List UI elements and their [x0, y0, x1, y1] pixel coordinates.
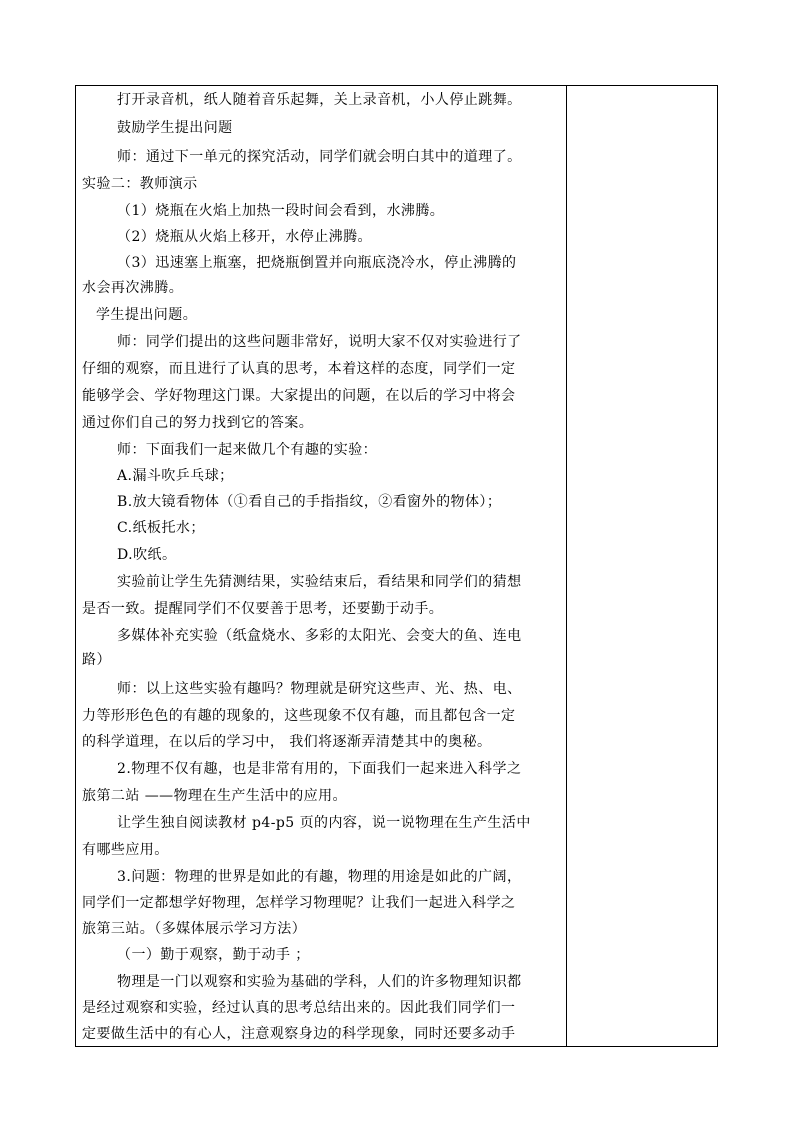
text-line: 鼓励学生提出问题	[117, 120, 233, 136]
text-line: 水会再次沸腾。	[82, 280, 184, 296]
notes-cell	[567, 86, 718, 1046]
lesson-content-cell	[82, 86, 562, 1046]
text-line: 的科学道理，在以后的学习中， 我们将逐渐弄清楚其中的奥秘。	[82, 734, 492, 750]
text-line: 有哪些应用。	[82, 842, 169, 858]
text-line: 是经过观察和实验，经过认真的思考总结出来的。因此我们同学们一	[82, 1000, 516, 1016]
text-line: 能够学会、学好物理这门课。大家提出的问题，在以后的学习中将会	[82, 388, 516, 404]
text-line: （1）烧瓶在火焰上加热一段时间会看到，水沸腾。	[117, 203, 445, 219]
text-line: 仔细的观察，而且进行了认真的思考，本着这样的态度，同学们一定	[82, 361, 516, 377]
text-line: （一）勤于观察，勤于动手 ；	[117, 947, 310, 963]
text-line: 学生提出问题。	[96, 307, 198, 323]
text-line: 力等形形色色的有趣的现象的，这些现象不仅有趣，而且都包含一定	[82, 708, 516, 724]
text-line: 定要做生活中的有心人，注意观察身边的科学现象，同时还要多动手	[82, 1026, 516, 1042]
text-line: 师：通过下一单元的探究活动，同学们就会明白其中的道理了。	[117, 149, 522, 165]
text-line: B.放大镜看物体（①看自己的手指指纹，②看窗外的物体）；	[117, 494, 502, 510]
text-line: 师：下面我们一起来做几个有趣的实验：	[117, 442, 378, 458]
text-line: 通过你们自己的努力找到它的答案。	[82, 415, 314, 431]
text-line: 打开录音机，纸人随着音乐起舞，关上录音机，小人停止跳舞。	[117, 92, 522, 108]
text-line: 实验前让学生先猜测结果，实验结束后，看结果和同学们的猜想	[117, 574, 522, 590]
text-line: 同学们一定都想学好物理，怎样学习物理呢？让我们一起进入科学之	[82, 895, 516, 911]
text-line: C.纸板托水；	[117, 520, 205, 536]
text-line: D.吹纸。	[117, 547, 177, 563]
text-line: （3）迅速塞上瓶塞，把烧瓶倒置并向瓶底浇冷水，停止沸腾的	[117, 255, 517, 271]
text-line: 旅第三站。（多媒体展示学习方法）	[82, 921, 307, 937]
text-line: （2）烧瓶从火焰上移开，水停止沸腾。	[117, 229, 373, 245]
text-line: 多媒体补充实验（纸盒烧水、多彩的太阳光、会变大的鱼、连电	[117, 628, 522, 644]
lesson-table	[75, 85, 718, 1047]
text-line: A.漏斗吹乒乓球；	[117, 468, 234, 484]
text-line: 3.问题：物理的世界是如此的有趣，物理的用途是如此的广阔，	[117, 869, 522, 885]
text-line: 实验二：教师演示	[82, 176, 198, 192]
text-line: 旅第二站 ——物理在生产生活中的应用。	[82, 788, 347, 804]
text-line: 物理是一门以观察和实验为基础的学科，人们的许多物理知识都	[117, 974, 522, 990]
text-line: 2.物理不仅有趣，也是非常有用的，下面我们一起来进入科学之	[117, 761, 522, 777]
text-line: 是否一致。提醒同学们不仅要善于思考，还要勤于动手。	[82, 601, 444, 617]
text-line: 路）	[82, 652, 111, 668]
text-line: 师：以上这些实验有趣吗？物理就是研究这些声、光、热、电、	[117, 681, 522, 697]
text-line: 师：同学们提出的这些问题非常好，说明大家不仅对实验进行了	[117, 334, 522, 350]
text-line: 让学生独自阅读教材 p4-p5 页的内容，说一说物理在生产生活中	[117, 815, 531, 831]
